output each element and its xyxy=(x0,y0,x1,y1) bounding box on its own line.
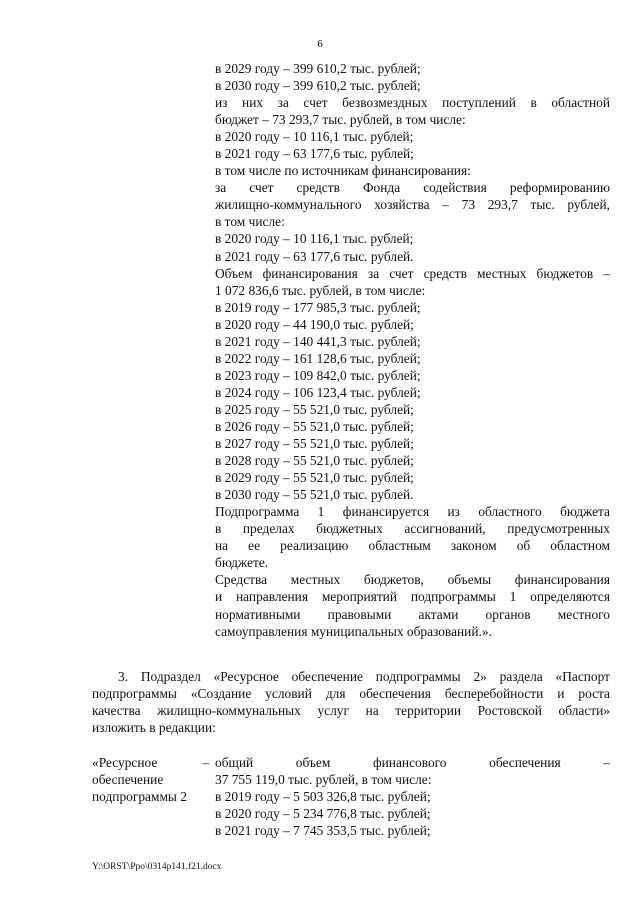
text-line: Объем финансирования за счет средств местных бюджетов – xyxy=(215,265,610,281)
text-line: бюджете. xyxy=(215,555,269,571)
value-line: в 2021 году – 7 745 353,5 тыс. рублей; xyxy=(215,823,431,839)
text-line: в 2027 году – 55 521,0 тыс. рублей; xyxy=(215,436,414,452)
text-line: из них за счет безвозмездных поступлений в областной xyxy=(215,95,610,111)
text-line: изложить в редакции: xyxy=(92,720,216,736)
text-line: в 2019 году – 177 985,3 тыс. рублей; xyxy=(215,299,421,315)
text-line: жилищно-коммунального хозяйства – 73 293,7 тыс. рублей, xyxy=(215,197,610,213)
value-line: в 2019 году – 5 503 326,8 тыс. рублей; xyxy=(215,789,431,805)
text-line: в 2024 году – 106 123,4 тыс. рублей; xyxy=(215,384,421,400)
text-line: за счет средств Фонда содействия реформированию xyxy=(215,180,610,196)
text-line: самоуправления муниципальных образований.». xyxy=(215,623,492,639)
dash: – xyxy=(202,755,210,770)
paragraph-3 xyxy=(92,668,610,736)
text-line: 3. Подраздел «Ресурсное обеспечение подпрограммы 2» раздела «Паспорт xyxy=(118,669,610,684)
label-line: подпрограммы 2 xyxy=(92,789,187,805)
text-line: в 2026 году – 55 521,0 тыс. рублей; xyxy=(215,418,414,434)
financing-continuation xyxy=(215,60,610,640)
text-line: в 2020 году – 44 190,0 тыс. рублей; xyxy=(215,316,414,332)
text-line: в 2021 году – 63 177,6 тыс. рублей; xyxy=(215,146,414,162)
value-line: общий объем финансового обеспечения – xyxy=(215,755,610,770)
text-line: в том числе: xyxy=(215,214,285,230)
text-line: в 2023 году – 109 842,0 тыс. рублей; xyxy=(215,367,421,383)
page-number: 6 xyxy=(317,38,323,50)
text-line: в 2030 году – 55 521,0 тыс. рублей. xyxy=(215,487,414,503)
text-line: подпрограммы «Создание условий для обеспечения бесперебойности и роста xyxy=(92,686,610,702)
label-line: обеспечение xyxy=(92,772,164,788)
text-line: в 2021 году – 140 441,3 тыс. рублей; xyxy=(215,333,421,349)
resource-dash xyxy=(199,754,213,771)
label-line: «Ресурсное xyxy=(92,755,158,770)
value-line: 37 755 119,0 тыс. рублей, в том числе: xyxy=(215,772,432,788)
text-line: в 2030 году – 399 610,2 тыс. рублей; xyxy=(215,78,421,94)
text-line: бюджет – 73 293,7 тыс. рублей, в том числе: xyxy=(215,112,466,128)
text-line: в 2022 году – 161 128,6 тыс. рублей; xyxy=(215,350,421,366)
text-line: нормативными правовыми актами органов местного xyxy=(215,606,610,622)
text-line: в 2025 году – 55 521,0 тыс. рублей; xyxy=(215,401,414,417)
text-line: качества жилищно-коммунальных услуг на территории Ростовской области» xyxy=(92,703,610,719)
text-line: в 2029 году – 55 521,0 тыс. рублей; xyxy=(215,470,414,486)
footer-file-path: Y:\ORST\Ppo\0314p141.f21.docx xyxy=(92,862,222,872)
text-line: в том числе по источникам финансирования: xyxy=(215,163,471,179)
resource-label xyxy=(92,754,214,805)
text-line: Подпрограмма 1 финансируется из областного бюджета xyxy=(215,504,610,520)
text-line: в 2028 году – 55 521,0 тыс. рублей; xyxy=(215,453,414,469)
text-line: Средства местных бюджетов, объемы финансирования xyxy=(215,572,610,588)
value-line: в 2020 году – 5 234 776,8 тыс. рублей; xyxy=(215,806,431,822)
text-line: в пределах бюджетных ассигнований, предусмотренных xyxy=(215,521,610,537)
resource-values xyxy=(215,754,610,839)
text-line: 1 072 836,6 тыс. рублей, в том числе: xyxy=(215,282,426,298)
text-line: в 2020 году – 10 116,1 тыс. рублей; xyxy=(215,231,414,247)
text-line: в 2020 году – 10 116,1 тыс. рублей; xyxy=(215,129,414,145)
text-line: в 2021 году – 63 177,6 тыс. рублей. xyxy=(215,248,414,264)
text-line: и направления мероприятий подпрограммы 1 определяются xyxy=(215,589,610,605)
text-line: на ее реализацию областным законом об областном xyxy=(215,538,610,554)
text-line: в 2029 году – 399 610,2 тыс. рублей; xyxy=(215,61,421,76)
